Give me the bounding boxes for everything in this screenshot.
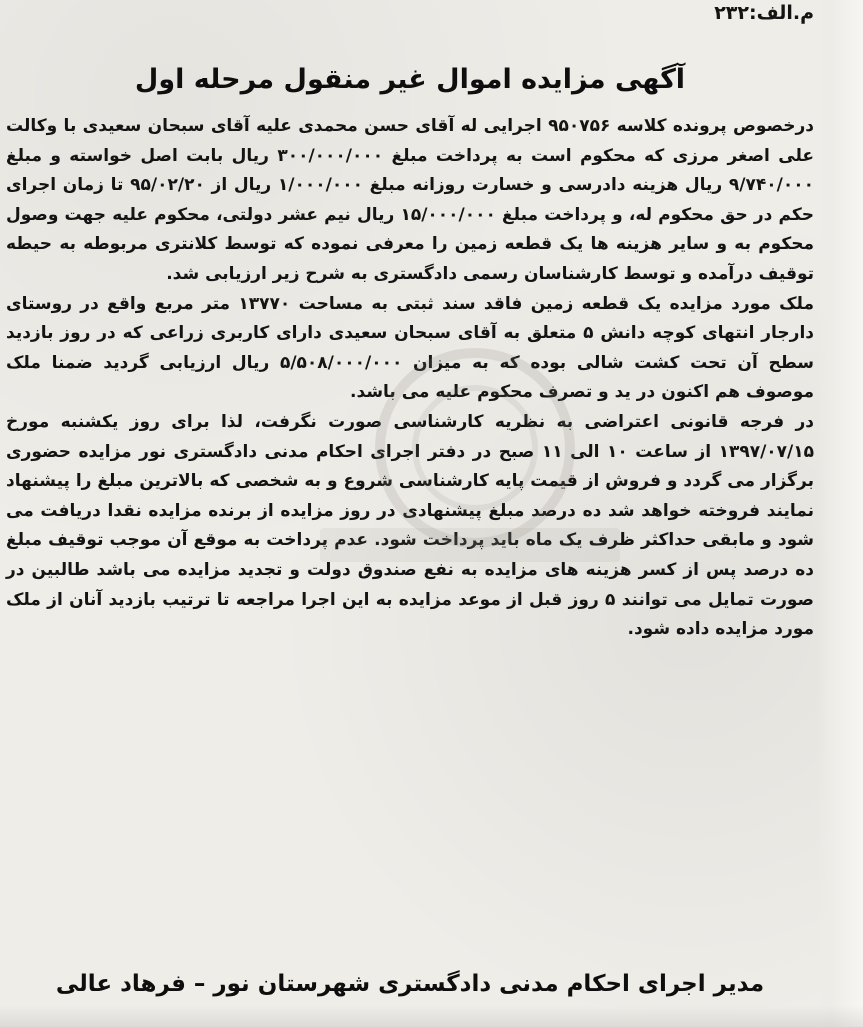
paper-edge (817, 0, 863, 1027)
notice-column (6, 0, 814, 1027)
notice-title: آگهی مزایده اموال غیر منقول مرحله اول (134, 64, 686, 95)
notice-body (6, 112, 814, 645)
paper-fold (0, 1005, 863, 1027)
paragraph-case-details: درخصوص پرونده کلاسه ۹۵۰۷۵۶ اجرایی له آقای حسن محمدی علیه آقای سبحان سعیدی با وکالت علی اصغر مرزی که محکوم است به پرداخت مبلغ ۳۰۰/۰۰۰/۰۰۰ ریال بابت اصل خواسته و مبلغ ۹/۷۴۰/۰۰۰ ریال هزینه دادرسی و خسارت روزانه مبلغ ۱/۰۰۰/۰۰۰ ریال از ۹۵/۰۲/۲۰ تا زمان اجرای حکم در حق محکوم له، و پرداخت مبلغ ۱۵/۰۰۰/۰۰۰ ریال نیم عشر دولتی، محکوم علیه جهت وصول محکوم به و سایر هزینه ها یک قطعه زمین را معرفی نموده که توسط کلانتری مربوطه به حیطه توقیف درآمده و توسط کارشناسان رسمی دادگستری به شرح زیر ارزیابی شد. (6, 116, 814, 284)
notice-number: م.الف:۲۳۲ (714, 2, 814, 24)
notice-signature: مدیر اجرای احکام مدنی دادگستری شهرستان نور – فرهاد عالی (55, 971, 765, 997)
paragraph-property-description: ملک مورد مزایده یک قطعه زمین فاقد سند ثبتی به مساحت ۱۳۷۷۰ متر مربع واقع در روستای دارجار انتهای کوچه دانش ۵ متعلق به آقای سبحان سعیدی دارای کاربری زراعی که در روز بازدید سطح آن تحت کشت شالی بوده که به میزان ۵/۵۰۸/۰۰۰/۰۰۰ ریال ارزیابی گردید ضمنا ملک موصوف هم اکنون در ید و تصرف محکوم علیه می باشد. (6, 293, 815, 403)
paragraph-auction-terms: در فرجه قانونی اعتراضی به نظریه کارشناسی صورت نگرفت، لذا برای روز یکشنبه مورخ ۱۳۹۷/۰۷/۱۵ از ساعت ۱۰ الی ۱۱ صبح در دفتر اجرای احکام مدنی دادگستری نور مزایده حضوری برگزار می گردد و فروش از قیمت پایه کارشناسی شروع و به شخصی که بالاترین مبلغ را پیشنهاد نمایند فروخته خواهد شد ده درصد مبلغ پیشنهادی در روز مزایده از برنده مزایده نقدا دریافت می شود و مابقی حداکثر ظرف یک ماه باید پرداخت شود. عدم پرداخت به موقع آن موجب توقیف مبلغ ده درصد پس از کسر هزینه های مزایده به نفع صندوق دولت و تجدید مزایده می باشد طالبین در صورت تمایل می توانند ۵ روز قبل از موعد مزایده به این اجرا مراجعه تا ترتیب بازدید آنان از ملک مورد مزایده داده شود. (6, 411, 814, 640)
